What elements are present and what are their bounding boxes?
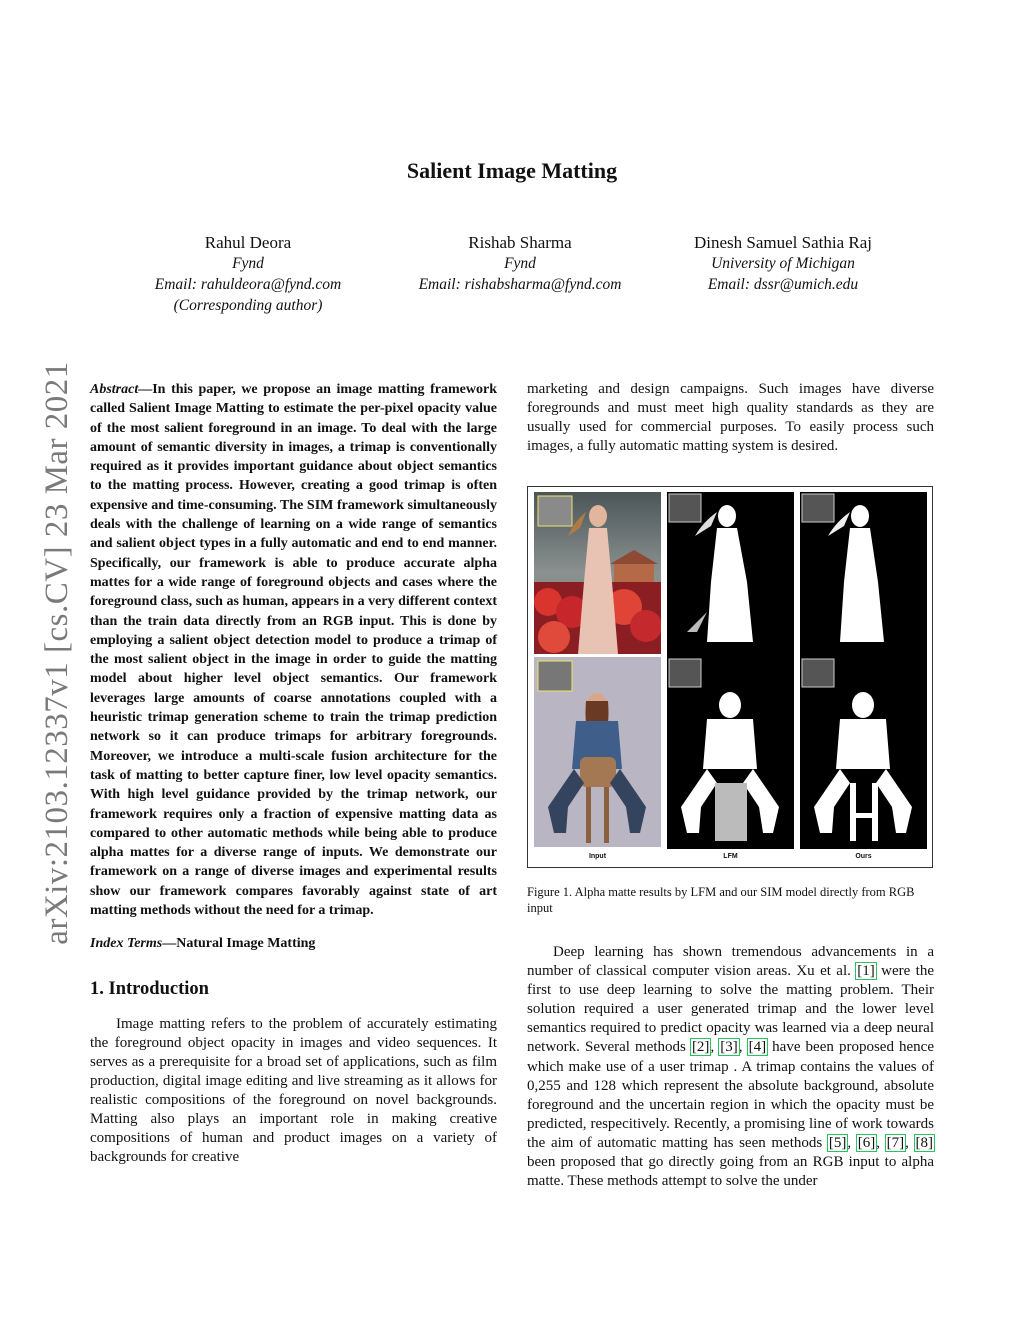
arxiv-id: arXiv:2103.12337v1 [cs.CV] 23 Mar 2021 <box>39 361 75 945</box>
intro-paragraph-2 <box>527 943 934 1191</box>
author-name: Rahul Deora <box>204 233 292 252</box>
author-email: Email: dssr@umich.edu <box>707 276 859 293</box>
text-span: , <box>847 1134 857 1151</box>
author-3 <box>668 232 898 295</box>
citation-link[interactable]: [1] <box>857 963 875 980</box>
input-image-woman-flowers <box>534 492 661 684</box>
text-span: , <box>905 1134 915 1151</box>
citation-link[interactable]: [2] <box>691 1039 710 1056</box>
figure-label-ours: Ours <box>855 853 872 860</box>
paper-title: Salient Image Matting <box>406 158 618 183</box>
text-span: , <box>876 1134 886 1151</box>
input-image-woman-stool <box>534 657 661 849</box>
lfm-alpha-matte-1 <box>667 492 794 684</box>
author-affiliation: University of Michigan <box>711 255 855 272</box>
citation-link[interactable]: [7] <box>886 1134 905 1151</box>
text-span: were the first to use deep learning to solve the matting problem. Their solution required a user generated trimap and the lower level semantics required to predict opacity was learned via a deep neural network. Several methods <box>527 963 934 1056</box>
section-heading: 1. Introduction <box>90 979 209 1000</box>
citation-link[interactable]: [8] <box>915 1134 934 1151</box>
right-column-top <box>527 380 934 456</box>
citation-link[interactable]: [3] <box>720 1039 738 1056</box>
author-2 <box>400 232 640 295</box>
abstract-label: Abstract <box>90 382 139 397</box>
index-terms-label: Index Terms <box>90 936 163 952</box>
text-span: have been proposed hence which make use of a user trimap . A trimap contains the values of 0,255 and 128 which represent the absolute background, absolute foreground and the uncertain region in which the opacity must be predicted, respecitively. Recently, a promising line of work towards the aim of automatic matting has seen methods <box>527 1039 934 1151</box>
ours-alpha-matte-1 <box>800 492 927 684</box>
left-column <box>90 380 497 1167</box>
author-email: Email: rahuldeora@fynd.com <box>154 276 342 293</box>
intro-paragraph-1-continued: marketing and design campaigns. Such images have diverse foregrounds and must meet high quality standards as they are usually used for commercial purposes. To easily process such images, a fully automatic matting system is desired. <box>527 381 934 455</box>
text-span: Deep learning has shown tremendous advancements in a number of classical computer vision areas. Xu et al. <box>527 944 934 980</box>
intro-paragraph-1: Image matting refers to the problem of accurately estimating the foreground object opacity in images and video sequences. It serves as a prerequisite for a broad set of applications, such as film production, digital image editing and live streaming as it allows for realistic compositions of the foreground on novel backgrounds. Matting also plays an important role in making creative compositions of human and product images on a variety of backgrounds for creative <box>90 1015 497 1166</box>
author-name: Dinesh Samuel Sathia Raj <box>693 233 872 252</box>
abstract-text: —In this paper, we propose an image matting framework called Salient Image Matting to estimate the per-pixel opacity value of the most salient foreground in an image. To deal with the large amount of semantic diversity in images, a trimap is conventionally required as it provides important guidance about object semantics to the matting process. However, creating a good trimap is often expensive and time-consuming. The SIM framework simultaneously deals with the challenge of learning on a wide range of semantics and salient object types in a fully automatic and end to end manner. Specifically, our framework is able to produce accurate alpha mattes for a wide range of foreground objects and cases where the foreground class, such as human, appears in a very different context than the train data directly from an RGB input. This is done by employing a salient object detection model to produce a trimap of the most salient object in the image in order to guide the matting model about higher level object semantics. Our framework leverages large amounts of coarse annotations coupled with a heuristic trimap generation scheme to train the trimap prediction network so it can produce trimaps for arbitrary foregrounds. Moreover, we introduce a multi-scale fusion architecture for the task of matting to better capture finer, low level opacity semantics. With high level guidance provided by the trimap network, our framework requires only a fraction of expensive matting data as compared to other automatic methods while being able to produce alpha mattes for a diverse range of inputs. We demonstrate our framework on a range of diverse images and experimental results show our framework compares favorably against state of art matting methods without the need for a trimap. <box>90 382 497 919</box>
lfm-alpha-matte-2 <box>667 657 794 849</box>
right-column-bottom <box>527 943 934 1191</box>
text-span: , <box>710 1039 720 1056</box>
author-affiliation: Fynd <box>504 255 536 272</box>
text-span: , <box>738 1039 748 1056</box>
citation-link[interactable]: [5] <box>828 1134 847 1151</box>
ours-alpha-matte-2 <box>800 657 927 849</box>
text-span: been proposed that go directly going from an RGB input to alpha matte. These methods attempt to solve the under <box>527 1154 934 1190</box>
author-note: (Corresponding author) <box>173 297 323 314</box>
abstract <box>90 380 497 920</box>
citation-link[interactable]: [4] <box>748 1039 767 1056</box>
figure-label-input: Input <box>588 853 607 860</box>
author-email: Email: rishabsharma@fynd.com <box>418 276 622 293</box>
author-1 <box>140 232 356 316</box>
index-terms <box>90 934 497 953</box>
index-terms-text: —Natural Image Matting <box>162 936 316 952</box>
citation-link[interactable]: [6] <box>857 1134 876 1151</box>
figure-caption: Figure 1. Alpha matte results by LFM and our SIM model directly from RGB input <box>527 885 915 915</box>
figure-1 <box>527 486 933 868</box>
author-name: Rishab Sharma <box>468 233 572 252</box>
author-affiliation: Fynd <box>232 255 264 272</box>
figure-label-lfm: LFM <box>723 853 738 860</box>
